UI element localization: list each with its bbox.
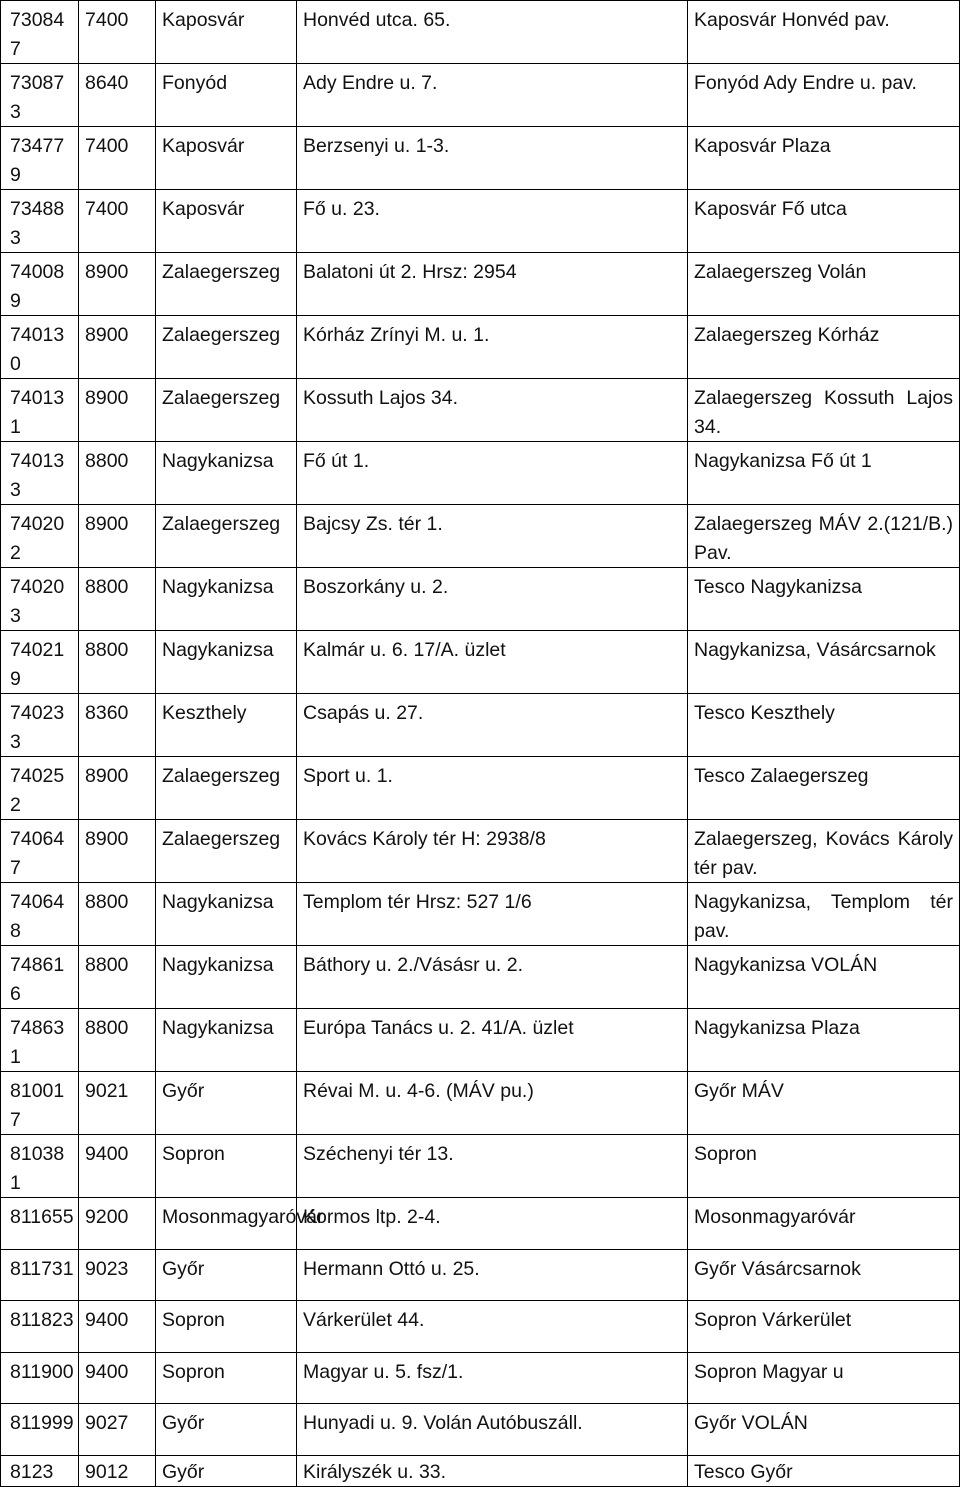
address-cell: Királyszék u. 33. [297, 1455, 688, 1487]
site-id-cell: 740089 [1, 253, 79, 316]
postal-code-cell: 9200 [79, 1198, 156, 1250]
site-id-cell: 740131 [1, 379, 79, 442]
address-cell: Sport u. 1. [297, 757, 688, 820]
postal-code-cell: 8900 [79, 820, 156, 883]
address-cell: Kórház Zrínyi M. u. 1. [297, 316, 688, 379]
postal-code-cell: 8800 [79, 568, 156, 631]
site-id-cell: 748631 [1, 1009, 79, 1072]
location-name-cell: Kaposvár Honvéd pav. [688, 1, 960, 64]
site-id-cell: 730873 [1, 64, 79, 127]
city-cell: Mosonmagyaróvár [156, 1198, 297, 1250]
address-cell: Balatoni út 2. Hrsz: 2954 [297, 253, 688, 316]
city-cell: Zalaegerszeg [156, 316, 297, 379]
site-id-cell: 740219 [1, 631, 79, 694]
table-row [1, 1455, 960, 1487]
city-cell: Nagykanizsa [156, 631, 297, 694]
city-cell: Sopron [156, 1352, 297, 1404]
postal-code-cell: 8800 [79, 883, 156, 946]
site-id-cell: 740203 [1, 568, 79, 631]
location-name-cell: Nagykanizsa Plaza [688, 1009, 960, 1072]
location-name-cell: Nagykanizsa Fő út 1 [688, 442, 960, 505]
city-cell: Zalaegerszeg [156, 757, 297, 820]
address-cell: Hermann Ottó u. 25. [297, 1249, 688, 1301]
address-cell: Báthory u. 2./Vásásr u. 2. [297, 946, 688, 1009]
location-name-cell: Sopron Magyar u [688, 1352, 960, 1404]
postal-code-cell: 9023 [79, 1249, 156, 1301]
city-cell: Fonyód [156, 64, 297, 127]
city-cell: Kaposvár [156, 1, 297, 64]
postal-code-cell: 7400 [79, 190, 156, 253]
site-id-cell: 734883 [1, 190, 79, 253]
location-name-cell: Tesco Győr [688, 1455, 960, 1487]
postal-code-cell: 8360 [79, 694, 156, 757]
site-id-cell: 8123 [1, 1455, 79, 1487]
city-cell: Győr [156, 1455, 297, 1487]
city-cell: Zalaegerszeg [156, 505, 297, 568]
location-name-cell: Győr Vásárcsarnok [688, 1249, 960, 1301]
table-row [1, 1301, 960, 1353]
location-name-cell: Kaposvár Plaza [688, 127, 960, 190]
city-cell: Nagykanizsa [156, 568, 297, 631]
postal-code-cell: 9027 [79, 1404, 156, 1456]
postal-code-cell: 7400 [79, 127, 156, 190]
table-row [1, 1404, 960, 1456]
site-id-cell: 748616 [1, 946, 79, 1009]
postal-code-cell: 8900 [79, 316, 156, 379]
postal-code-cell: 8640 [79, 64, 156, 127]
location-name-cell: Zalaegerszeg Kórház [688, 316, 960, 379]
city-cell: Kaposvár [156, 127, 297, 190]
site-id-cell: 740233 [1, 694, 79, 757]
table-row [1, 694, 960, 757]
postal-code-cell: 8900 [79, 505, 156, 568]
table-row [1, 1009, 960, 1072]
table-row [1, 757, 960, 820]
address-cell: Templom tér Hrsz: 527 1/6 [297, 883, 688, 946]
address-cell: Széchenyi tér 13. [297, 1135, 688, 1198]
city-cell: Zalaegerszeg [156, 379, 297, 442]
location-name-cell: Győr MÁV [688, 1072, 960, 1135]
site-id-cell: 740133 [1, 442, 79, 505]
address-cell: Bajcsy Zs. tér 1. [297, 505, 688, 568]
address-cell: Révai M. u. 4-6. (MÁV pu.) [297, 1072, 688, 1135]
site-id-cell: 740648 [1, 883, 79, 946]
city-cell: Nagykanizsa [156, 883, 297, 946]
postal-code-cell: 8800 [79, 946, 156, 1009]
city-cell: Zalaegerszeg [156, 820, 297, 883]
location-name-cell: Nagykanizsa VOLÁN [688, 946, 960, 1009]
address-cell: Honvéd utca. 65. [297, 1, 688, 64]
table-row [1, 1135, 960, 1198]
location-name-cell: Győr VOLÁN [688, 1404, 960, 1456]
city-cell: Nagykanizsa [156, 946, 297, 1009]
address-cell: Kalmár u. 6. 17/A. üzlet [297, 631, 688, 694]
site-id-cell: 811655 [1, 1198, 79, 1250]
table-row [1, 1, 960, 64]
location-name-cell: Nagykanizsa, Templom tér pav. [688, 883, 960, 946]
table-row [1, 379, 960, 442]
site-id-cell: 811900 [1, 1352, 79, 1404]
city-cell: Kaposvár [156, 190, 297, 253]
city-cell: Keszthely [156, 694, 297, 757]
address-cell: Európa Tanács u. 2. 41/A. üzlet [297, 1009, 688, 1072]
site-id-cell: 734779 [1, 127, 79, 190]
location-name-cell: Zalaegerszeg, Kovács Károly tér pav. [688, 820, 960, 883]
site-id-cell: 811731 [1, 1249, 79, 1301]
table-row [1, 568, 960, 631]
city-cell: Nagykanizsa [156, 1009, 297, 1072]
postal-code-cell: 9400 [79, 1135, 156, 1198]
address-cell: Berzsenyi u. 1-3. [297, 127, 688, 190]
postal-code-cell: 8800 [79, 631, 156, 694]
table-row [1, 820, 960, 883]
postal-code-cell: 8800 [79, 1009, 156, 1072]
address-cell: Ady Endre u. 7. [297, 64, 688, 127]
city-cell: Győr [156, 1404, 297, 1456]
location-name-cell: Zalaegerszeg Kossuth Lajos 34. [688, 379, 960, 442]
table-row [1, 883, 960, 946]
postal-code-cell: 9400 [79, 1301, 156, 1353]
address-cell: Magyar u. 5. fsz/1. [297, 1352, 688, 1404]
address-cell: Csapás u. 27. [297, 694, 688, 757]
site-id-cell: 740252 [1, 757, 79, 820]
address-cell: Boszorkány u. 2. [297, 568, 688, 631]
city-cell: Győr [156, 1249, 297, 1301]
table-row [1, 64, 960, 127]
address-cell: Hunyadi u. 9. Volán Autóbuszáll. [297, 1404, 688, 1456]
location-name-cell: Fonyód Ady Endre u. pav. [688, 64, 960, 127]
table-row [1, 505, 960, 568]
address-cell: Kossuth Lajos 34. [297, 379, 688, 442]
postal-code-cell: 8800 [79, 442, 156, 505]
location-name-cell: Tesco Zalaegerszeg [688, 757, 960, 820]
postal-code-cell: 8900 [79, 253, 156, 316]
location-name-cell: Sopron [688, 1135, 960, 1198]
table-row [1, 442, 960, 505]
address-cell: Kovács Károly tér H: 2938/8 [297, 820, 688, 883]
table-row [1, 253, 960, 316]
city-cell: Sopron [156, 1135, 297, 1198]
location-name-cell: Sopron Várkerület [688, 1301, 960, 1353]
site-id-cell: 810381 [1, 1135, 79, 1198]
site-id-cell: 740130 [1, 316, 79, 379]
table-row [1, 316, 960, 379]
site-id-cell: 740202 [1, 505, 79, 568]
table-row [1, 946, 960, 1009]
postal-code-cell: 8900 [79, 757, 156, 820]
table-row [1, 1072, 960, 1135]
postal-code-cell: 9012 [79, 1455, 156, 1487]
table-row [1, 1352, 960, 1404]
location-name-cell: Nagykanizsa, Vásárcsarnok [688, 631, 960, 694]
table-body [1, 1, 960, 1487]
location-name-cell: Zalaegerszeg Volán [688, 253, 960, 316]
site-id-cell: 740647 [1, 820, 79, 883]
postal-code-cell: 7400 [79, 1, 156, 64]
location-name-cell: Tesco Nagykanizsa [688, 568, 960, 631]
address-cell: Kormos ltp. 2-4. [297, 1198, 688, 1250]
location-name-cell: Kaposvár Fő utca [688, 190, 960, 253]
site-id-cell: 811823 [1, 1301, 79, 1353]
table-row [1, 631, 960, 694]
location-name-cell: Tesco Keszthely [688, 694, 960, 757]
table-row [1, 190, 960, 253]
address-cell: Fő u. 23. [297, 190, 688, 253]
site-id-cell: 811999 [1, 1404, 79, 1456]
location-name-cell: Mosonmagyaróvár [688, 1198, 960, 1250]
city-cell: Nagykanizsa [156, 442, 297, 505]
address-cell: Várkerület 44. [297, 1301, 688, 1353]
postal-code-cell: 9400 [79, 1352, 156, 1404]
site-id-cell: 810017 [1, 1072, 79, 1135]
city-cell: Zalaegerszeg [156, 253, 297, 316]
city-cell: Sopron [156, 1301, 297, 1353]
city-cell: Győr [156, 1072, 297, 1135]
postal-code-cell: 8900 [79, 379, 156, 442]
address-cell: Fő út 1. [297, 442, 688, 505]
site-id-cell: 730847 [1, 1, 79, 64]
location-name-cell: Zalaegerszeg MÁV 2.(121/B.) Pav. [688, 505, 960, 568]
table-row [1, 127, 960, 190]
table-row [1, 1198, 960, 1250]
table-row [1, 1249, 960, 1301]
postal-code-cell: 9021 [79, 1072, 156, 1135]
